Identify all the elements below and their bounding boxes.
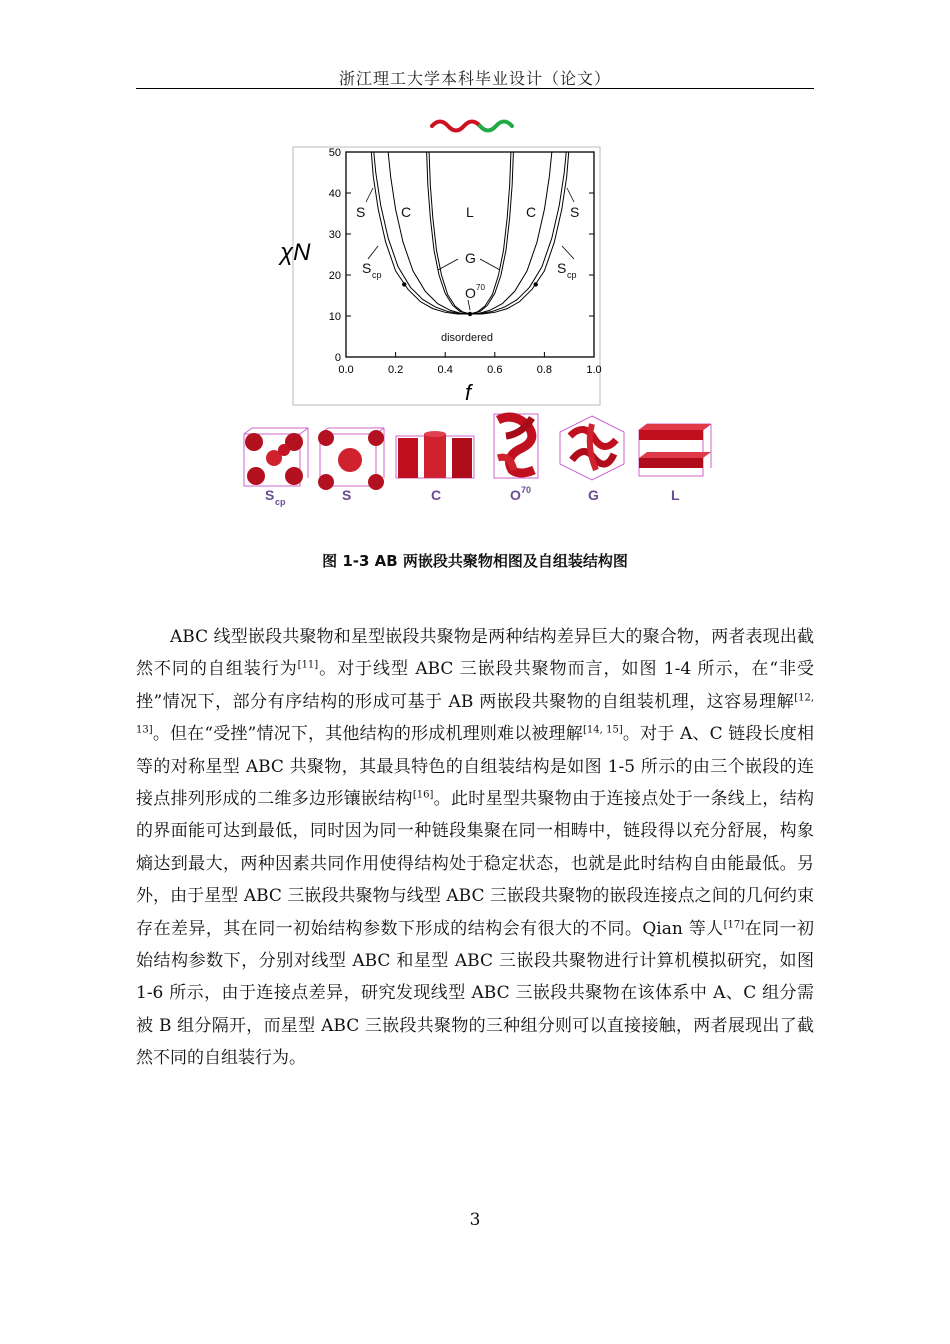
label-scp-left: S: [362, 260, 372, 276]
figure-1-3: [0, 0, 950, 540]
text-run: ABC 线型嵌段共聚物和星型嵌段共聚物是两种结构差异巨大的聚合物，两者表现出截然不同的自组装行为: [136, 627, 814, 680]
citation: [14, 15]: [582, 724, 623, 736]
x-tick-label: 0.0: [338, 364, 354, 376]
label-o70: O: [465, 285, 476, 301]
y-tick-label: 20: [328, 270, 341, 282]
figure-caption: 图 1-3 AB 两嵌段共聚物相图及自组装结构图: [322, 552, 628, 570]
structure-label-l: L: [671, 487, 680, 503]
label-scp-right-sub: cp: [567, 270, 577, 280]
structure-label-g: G: [588, 487, 599, 503]
structure-label-o-sup: 70: [521, 485, 532, 495]
citation: [16]: [412, 789, 434, 801]
structure-o70: [494, 414, 538, 478]
y-tick-label: 40: [328, 188, 341, 200]
label-s-left: S: [356, 204, 366, 220]
structure-label-c: C: [431, 487, 442, 503]
y-tick-label: 0: [334, 352, 341, 364]
x-tick-label: 0.4: [437, 364, 453, 376]
body-text: [136, 621, 814, 1075]
label-o70-sup: 70: [476, 283, 485, 292]
structure-label-s: S: [342, 487, 352, 503]
text-run: 在同一初始结构参数下，分别对线型 ABC 和星型 ABC 三嵌段共聚物进行计算机模拟研究，如图 1-6 所示，由于连接点差异，研究发现线型 ABC 三嵌段共聚物在该体系中 A、C 组分需被 B 组分隔开，而星型 ABC 三嵌段共聚物的三种组分则可以直接接触，两者展现出了截然不同的自组装行为。: [136, 918, 814, 1069]
x-tick-label: 0.6: [487, 364, 503, 376]
x-axis-label: f: [465, 380, 472, 405]
y-axis-label: χN: [280, 239, 311, 266]
x-tick-label: 0.2: [387, 364, 404, 376]
label-c-left: C: [401, 204, 412, 220]
y-tick-label: 30: [328, 229, 341, 241]
structure-s: [318, 428, 384, 490]
structure-label-scp-sub: cp: [275, 497, 286, 507]
triple-point-0: [402, 282, 406, 286]
label-l: L: [466, 204, 474, 220]
structure-g: [560, 416, 624, 480]
structure-l: [639, 424, 711, 476]
x-tick-label: 0.8: [536, 364, 553, 376]
triple-point-1: [534, 282, 538, 286]
citation: [12, 13]: [136, 692, 814, 736]
y-tick-label: 50: [328, 147, 341, 159]
structure-label-scp: S: [265, 487, 275, 503]
body-paragraph: [136, 621, 814, 1075]
structure-scp: [244, 428, 308, 486]
page-header: 浙江理工大学本科毕业设计（论文）: [338, 69, 611, 88]
citation: [17]: [723, 919, 745, 930]
text-run: 。但在“受挫”情况下，其他结构的形成机理则难以被理解: [152, 724, 583, 745]
label-s-right: S: [570, 204, 580, 220]
phase-diagram-figure: [0, 0, 950, 540]
structure-images: [244, 414, 711, 490]
label-c-right: C: [526, 204, 537, 220]
text-run: 。对于 A、C 链段长度相等的对称星型 ABC 共聚物，其最具特色的自组装结构是如图 1-5 所示的由三个嵌段的连接点排列形成的二维多边形镶嵌结构: [136, 724, 815, 810]
diblock-chain-icon: [432, 122, 512, 131]
triple-point-2: [468, 312, 472, 316]
page-number: 3: [469, 1210, 481, 1230]
citation: [11]: [297, 659, 319, 671]
label-scp-right: S: [557, 260, 567, 276]
structure-c: [396, 431, 474, 478]
y-tick-label: 10: [328, 311, 341, 323]
label-disordered: disordered: [441, 332, 493, 344]
structure-label-o: O: [510, 487, 521, 503]
text-run: 。此时星型共聚物由于连接点处于一条线上，结构的界面能可达到最低，同时因为同一种链段集聚在同一相畴中，链段得以充分舒展，构象熵达到最大，两种因素共同作用使得结构处于稳定状态，也就是此时结构自由能最低。另外，由于星型 ABC 三嵌段共聚物与线型 ABC 三嵌段共聚物的嵌段连接点之间的几何约束存在差异，其在同一初始结构参数下形成的结构会有很大的不同。Qian 等人: [136, 789, 814, 939]
label-scp-left-sub: cp: [372, 270, 382, 280]
text-run: 。对于线型 ABC 三嵌段共聚物而言，如图 1-4 所示，在“非受挫”情况下，部分有序结构的形成可基于 AB 两嵌段共聚物的自组装机理，这容易理解: [136, 659, 814, 712]
label-g: G: [465, 250, 476, 266]
x-tick-label: 1.0: [586, 364, 602, 376]
